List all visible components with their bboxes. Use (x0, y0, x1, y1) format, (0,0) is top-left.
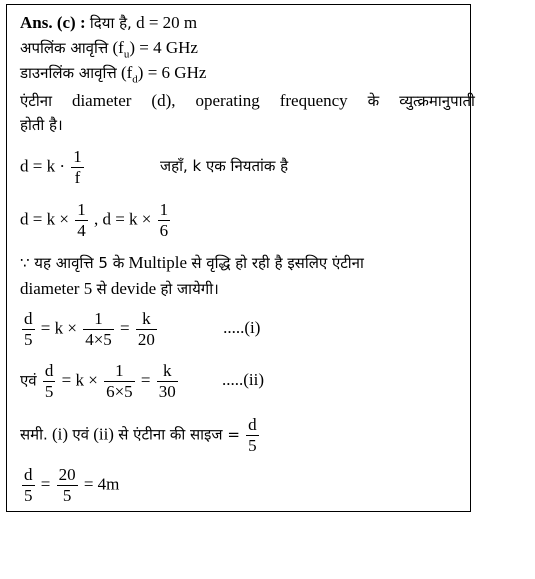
res-num-1: d (24, 465, 33, 484)
eqi-num-2: 1 (83, 309, 114, 330)
divide-text-1: diameter 5 (20, 279, 93, 298)
formula-line (20, 147, 288, 188)
eqii-den-2: 6×5 (106, 382, 133, 401)
sub-fraction-2 (158, 200, 171, 241)
res-op-1: = (40, 474, 51, 494)
res-frac-2 (57, 465, 78, 506)
eqi-frac-3 (136, 309, 157, 350)
uplink-label: अपलिंक आवृत्ति (20, 39, 109, 57)
uplink-symbol: (f (112, 38, 124, 57)
equation-i (20, 309, 260, 350)
eqi-num-3: k (136, 309, 157, 330)
relation-word-5: frequency (279, 91, 348, 110)
res-num-2: 20 (58, 465, 76, 484)
eqi-op-2: = (120, 318, 130, 338)
eqi-op-1: = k × (40, 318, 77, 338)
uplink-value: ) = 4 GHz (129, 38, 198, 57)
since-text-2: से वृद्धि हो रही है इसलिए एंटीना (191, 254, 364, 272)
eqi-den-3: 20 (137, 330, 155, 349)
eqi-frac-1 (22, 309, 35, 350)
relation-word-4: operating (195, 91, 260, 110)
eqii-and: एवं (20, 371, 37, 390)
uplink-subscript: u (123, 48, 130, 61)
formula-lhs: d = k · (20, 156, 65, 176)
relation-word-1: एंटीना (20, 92, 52, 110)
sub-mid: , d = k × (93, 209, 152, 229)
since-line (20, 253, 364, 273)
divide-hi-2: हो जायेगी। (160, 280, 219, 298)
downlink-line (20, 63, 206, 89)
res-den-2: 5 (62, 486, 72, 505)
relation-continuation (20, 115, 63, 135)
eqi-num-1: d (24, 309, 33, 328)
eqii-op-1: = k × (61, 370, 98, 390)
eqii-num-1: d (44, 361, 54, 380)
downlink-label: डाउनलिंक आवृत्ति (20, 64, 117, 82)
sub-num-1: 1 (77, 200, 86, 219)
relation-word-7: व्युत्क्रमानुपाती (399, 92, 475, 110)
relation-word-2: diameter (71, 91, 132, 110)
sub-lhs: d = k × (20, 209, 69, 229)
size-num: d (248, 415, 257, 434)
size-text: से एंटीना की साइज = (118, 425, 240, 444)
size-eq-label: समी. (20, 425, 48, 444)
eqii-den-1: 5 (44, 382, 54, 401)
solution-box (6, 4, 475, 512)
eqi-frac-2 (83, 309, 114, 350)
formula-den: f (74, 168, 81, 187)
relation-line (20, 91, 475, 111)
eqii-num-2: 1 (104, 361, 135, 382)
answer-label: Ans. (c) : (20, 13, 86, 32)
substitution-line (20, 200, 172, 241)
uplink-line (20, 38, 198, 64)
equation-ii (20, 361, 264, 402)
given-text: दिया है, (89, 14, 132, 32)
constant-note: जहाँ, k एक नियतांक है (160, 157, 289, 176)
sub-den-1: 4 (77, 221, 86, 240)
size-and: एवं (72, 425, 89, 444)
eqii-op-2: = (140, 370, 151, 390)
res-value: = 4m (83, 474, 120, 494)
since-text-1: ∵ यह आवृत्ति 5 के (20, 254, 125, 272)
sub-den-2: 6 (159, 221, 169, 240)
relation-end: होती है। (20, 116, 63, 134)
size-line (20, 415, 261, 456)
given-distance: d = 20 m (136, 13, 198, 32)
downlink-value: ) = 6 GHz (137, 63, 207, 82)
res-frac-1 (22, 465, 35, 506)
since-multiple: Multiple (128, 253, 188, 272)
eqii-frac-2 (104, 361, 135, 402)
res-den-1: 5 (24, 486, 33, 505)
size-den: 5 (248, 436, 257, 455)
eqii-num-3: k (157, 361, 178, 382)
relation-word-6: के (367, 92, 380, 110)
eqii-frac-3 (157, 361, 178, 402)
divide-text-2: devide (110, 279, 157, 298)
divide-hi-1: से (96, 280, 107, 298)
size-ref-1: (i) (52, 424, 69, 444)
size-frac (246, 415, 259, 456)
eqi-tag: .....(i) (223, 318, 261, 338)
eqi-den-2: 4×5 (85, 330, 112, 349)
eqii-den-3: 30 (158, 382, 176, 401)
eqii-frac-1 (43, 361, 56, 402)
answer-line (20, 13, 197, 33)
result-line (20, 465, 119, 506)
downlink-subscript: d (132, 73, 138, 86)
relation-word-3: (d), (151, 91, 176, 110)
sub-fraction-1 (75, 200, 88, 241)
eqi-den-1: 5 (24, 330, 33, 349)
formula-num: 1 (73, 147, 82, 166)
size-ref-2: (ii) (93, 424, 114, 444)
divide-line (20, 279, 219, 299)
eqii-tag: .....(ii) (222, 370, 265, 390)
downlink-symbol: (f (120, 63, 133, 82)
sub-num-2: 1 (159, 200, 169, 219)
formula-fraction (71, 147, 84, 188)
